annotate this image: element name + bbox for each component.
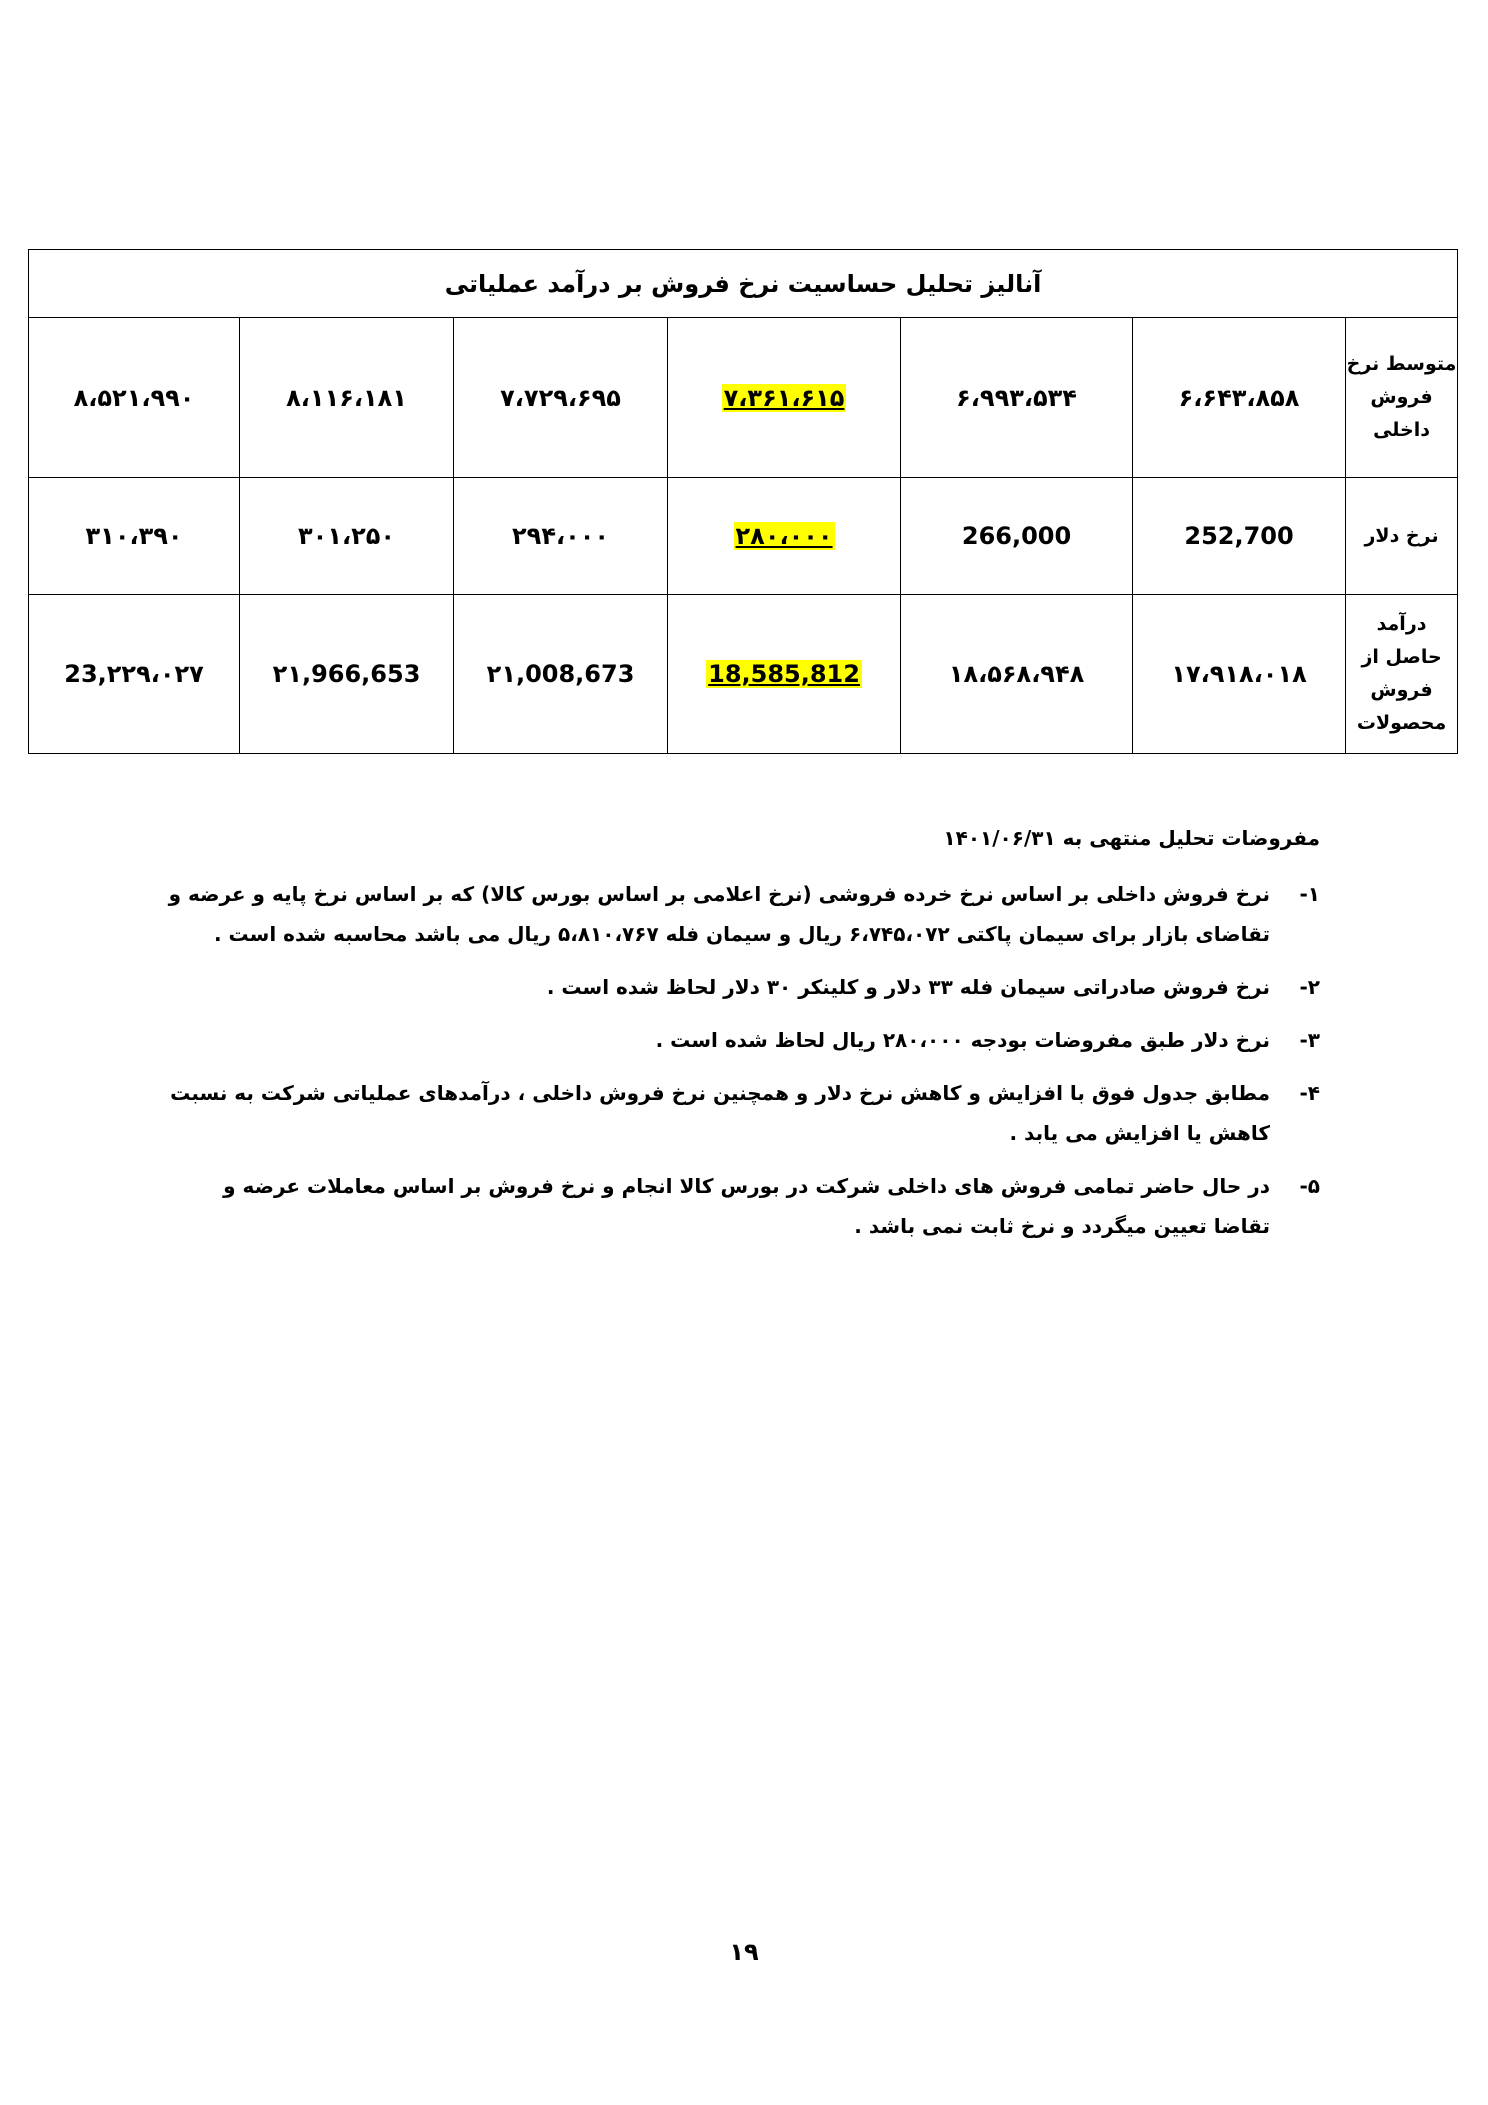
item-number: ۳- [1299, 1028, 1320, 1052]
list-item [160, 1073, 1320, 1153]
row-header-dollar-rate: نرخ دلار [1346, 478, 1458, 595]
table-row-dollar-rate [29, 478, 1458, 595]
item-number: ۱- [1299, 882, 1320, 906]
assumptions-section [160, 818, 1320, 1259]
cell-sales-revenue-5: ۲۱,966,653 [240, 595, 454, 754]
highlighted-value: 18,585,812 [708, 660, 860, 688]
cell-domestic-price-4: ۷،۷۲۹،۶۹۵ [454, 318, 668, 478]
table-title: آنالیز تحلیل حساسیت نرخ فروش بر درآمد عملیاتی [29, 250, 1458, 318]
cell-dollar-rate-3 [668, 478, 901, 595]
cell-domestic-price-5: ۸،۱۱۶،۱۸۱ [240, 318, 454, 478]
cell-dollar-rate-4: ۲۹۴،۰۰۰ [454, 478, 668, 595]
cell-dollar-rate-6: ۳۱۰،۳۹۰ [29, 478, 240, 595]
cell-domestic-price-3 [668, 318, 901, 478]
cell-dollar-rate-1: 252,700 [1133, 478, 1346, 595]
cell-domestic-price-2: ۶،۹۹۳،۵۳۴ [901, 318, 1133, 478]
cell-sales-revenue-3 [668, 595, 901, 754]
item-text: نرخ دلار طبق مفروضات بودجه ۲۸۰،۰۰۰ ریال لحاظ شده است . [655, 1028, 1270, 1052]
sensitivity-table [28, 249, 1458, 754]
list-item [160, 1166, 1320, 1246]
item-text: نرخ فروش صادراتی سیمان فله ۳۳ دلار و کلینکر ۳۰ دلار لحاظ شده است . [546, 975, 1270, 999]
row-header-domestic-price: متوسط نرخ فروش داخلی [1346, 318, 1458, 478]
cell-sales-revenue-2: ۱۸،۵۶۸،۹۴۸ [901, 595, 1133, 754]
cell-sales-revenue-1: ۱۷،۹۱۸،۰۱۸ [1133, 595, 1346, 754]
item-text: مطابق جدول فوق با افزایش و کاهش نرخ دلار و همچنین نرخ فروش داخلی ، درآمدهای عملیاتی شرکت به نسبت کاهش یا افزایش می یابد . [170, 1081, 1270, 1145]
item-text: در حال حاضر تمامی فروش های داخلی شرکت در بورس کالا انجام و نرخ فروش بر اساس معاملات عرضه و تقاضا تعیین میگردد و نرخ ثابت نمی باشد . [223, 1174, 1270, 1238]
list-item [160, 874, 1320, 954]
table-row-domestic-price [29, 318, 1458, 478]
highlighted-value: ۲۸۰،۰۰۰ [735, 522, 833, 550]
table-row-sales-revenue [29, 595, 1458, 754]
cell-sales-revenue-4: ۲۱,008,673 [454, 595, 668, 754]
list-item [160, 1020, 1320, 1060]
assumptions-list [160, 874, 1320, 1246]
list-item [160, 967, 1320, 1007]
item-number: ۴- [1299, 1081, 1320, 1105]
row-header-sales-revenue: درآمد حاصل از فروش محصولات [1346, 595, 1458, 754]
cell-domestic-price-1: ۶،۶۴۳،۸۵۸ [1133, 318, 1346, 478]
item-text: نرخ فروش داخلی بر اساس نرخ خرده فروشی (نرخ اعلامی بر اساس بورس کالا) که بر اساس نرخ پایه و عرضه و تقاضای بازار برای سیمان پاکتی ۶،۷۴۵،۰۷۲ ریال و سیمان فله ۵،۸۱۰،۷۶۷ ریال می باشد محاسبه شده است . [168, 882, 1270, 946]
assumptions-heading: مفروضات تحلیل منتهی به ۱۴۰۱/۰۶/۳۱ [943, 826, 1320, 850]
highlighted-value: ۷،۳۶۱،۶۱۵ [723, 383, 845, 412]
cell-sales-revenue-6: 23,۲۲۹،۰۲۷ [29, 595, 240, 754]
cell-dollar-rate-5: ۳۰۱،۲۵۰ [240, 478, 454, 595]
page-number: ۱۹ [729, 1938, 759, 1966]
cell-domestic-price-6: ۸،۵۲۱،۹۹۰ [29, 318, 240, 478]
item-number: ۵- [1299, 1174, 1320, 1198]
cell-dollar-rate-2: 266,000 [901, 478, 1133, 595]
item-number: ۲- [1299, 975, 1320, 999]
